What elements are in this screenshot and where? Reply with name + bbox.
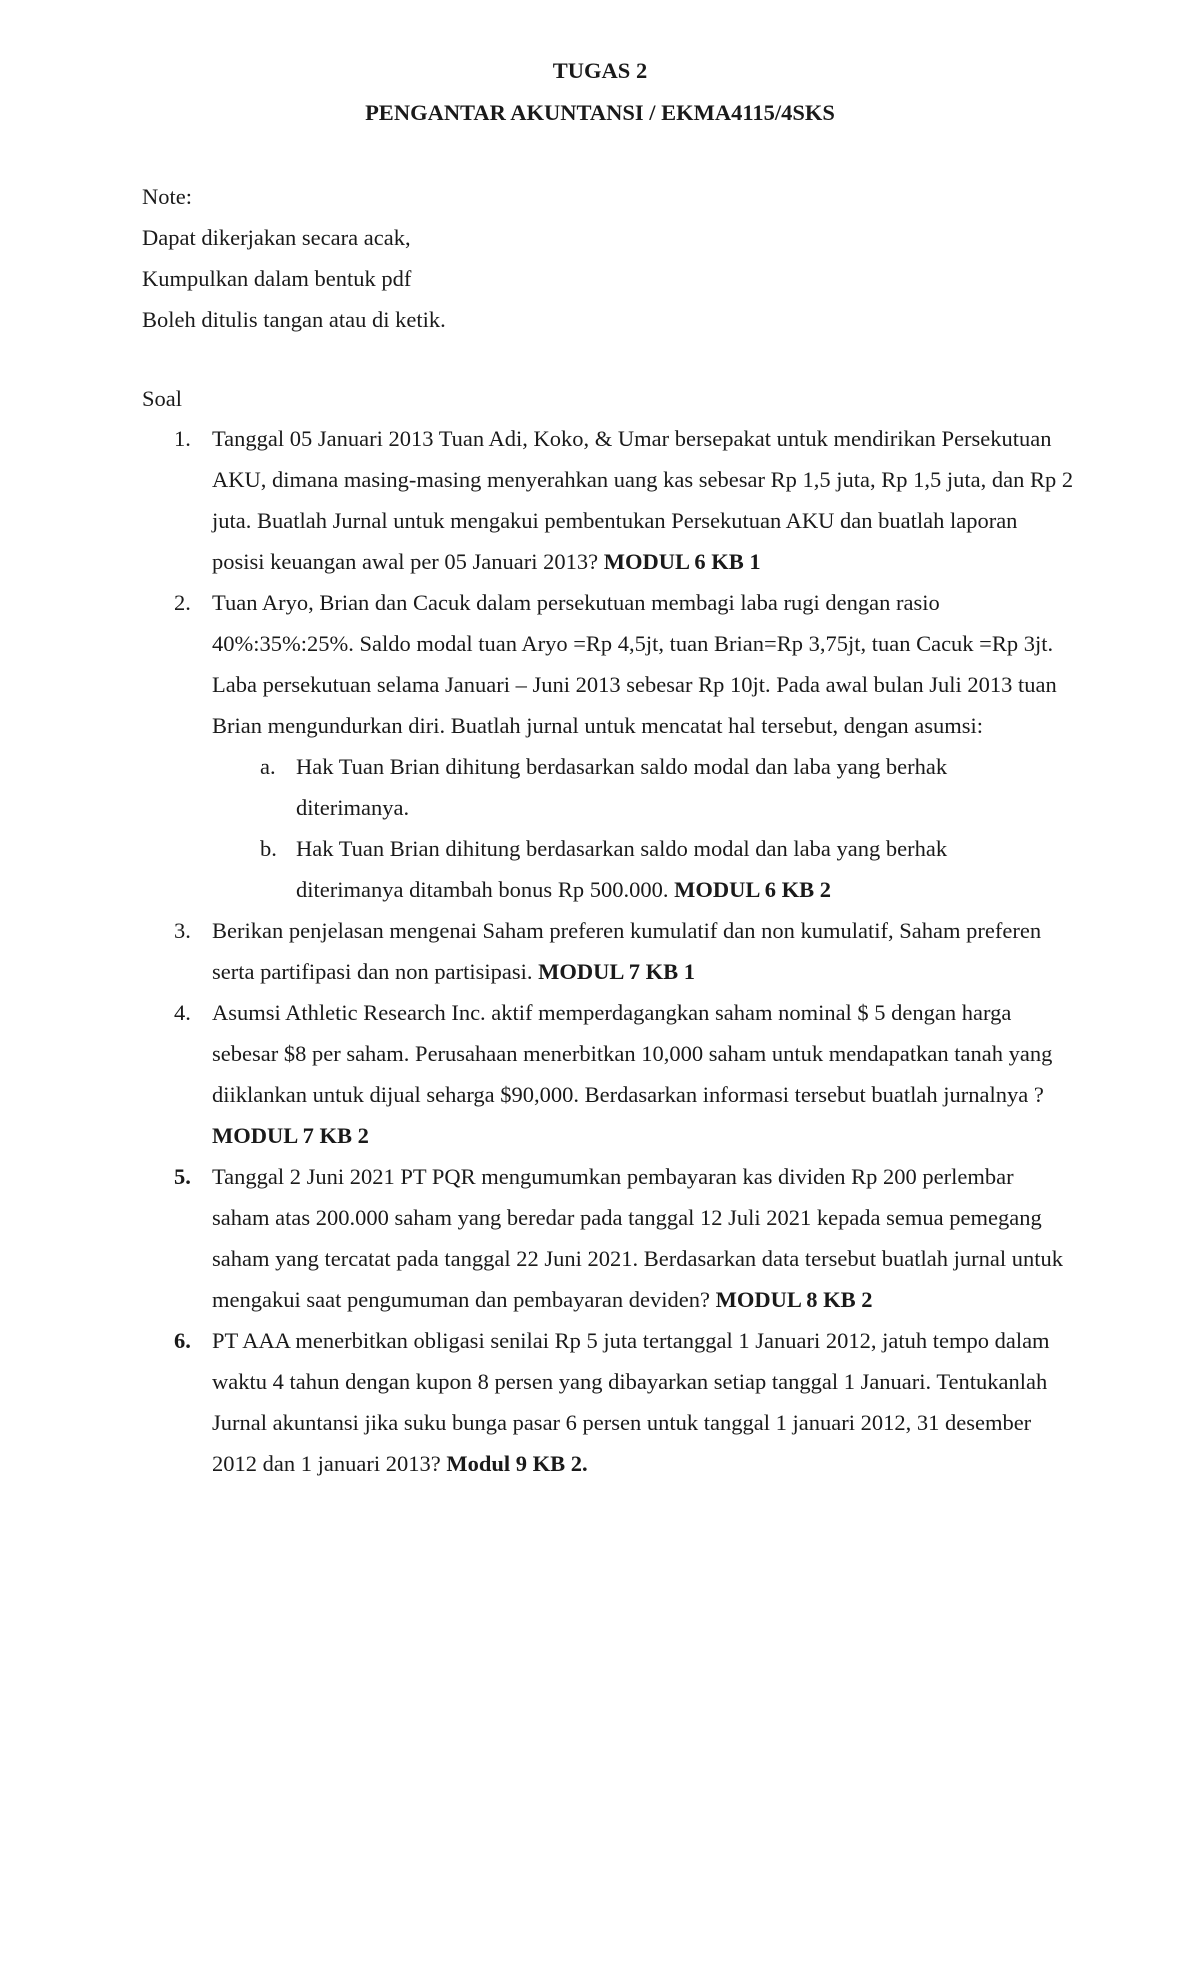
- question-item: [0, 1156, 1074, 1320]
- question-item: [0, 992, 1074, 1156]
- sub-question-text: Hak Tuan Brian dihitung berdasarkan saldo modal dan laba yang berhak diterimanya ditambah bonus Rp 500.000.: [296, 836, 948, 902]
- question-number: 4.: [174, 1000, 191, 1025]
- note-line: Dapat dikerjakan secara acak,: [142, 225, 411, 250]
- document-title: TUGAS 2: [552, 58, 648, 83]
- module-reference: MODUL 8 KB 2: [715, 1287, 873, 1312]
- module-reference: MODUL 6 KB 1: [603, 549, 761, 574]
- document-subtitle: PENGANTAR AKUNTANSI / EKMA4115/4SKS: [365, 100, 835, 125]
- sub-question-item: [212, 746, 996, 828]
- question-item: [0, 1320, 1074, 1484]
- question-number: 3.: [174, 918, 191, 943]
- question-text: Tanggal 05 Januari 2013 Tuan Adi, Koko, & Umar bersepakat untuk mendirikan Persekutuan AKU, dimana masing-masing menyerahkan uang kas sebesar Rp 1,5 juta, Rp 1,5 juta, dan Rp 2 juta. Buatlah Jurnal untuk mengakui pembentukan Persekutuan AKU dan buatlah laporan posisi keuangan awal per 05 Januari 2013? MODUL 6 KB 1: [212, 426, 1074, 574]
- question-text: Tanggal 2 Juni 2021 PT PQR mengumumkan pembayaran kas dividen Rp 200 perlembar saham atas 200.000 saham yang beredar pada tanggal 12 Juli 2021 kepada semua pemegang saham yang tercatat pada tanggal 22 Juni 2021. Berdasarkan data tersebut buatlah jurnal untuk mengakui saat pengumuman dan pembayaran deviden? MODUL 8 KB 2: [212, 1164, 1063, 1312]
- question-list: [0, 418, 1200, 1484]
- note-line: Kumpulkan dalam bentuk pdf: [142, 266, 412, 291]
- note-section: [142, 176, 1042, 340]
- question-item: [0, 418, 1074, 582]
- note-label: Note:: [142, 184, 192, 209]
- question-number: 5.: [174, 1164, 191, 1189]
- question-item: [0, 910, 1074, 992]
- sub-question-item: [212, 828, 996, 910]
- module-reference: Modul 9 KB 2.: [446, 1451, 588, 1476]
- question-number: 2.: [174, 590, 191, 615]
- question-number: 6.: [174, 1328, 191, 1353]
- question-text: Asumsi Athletic Research Inc. aktif memperdagangkan saham nominal $ 5 dengan harga sebesar $8 per saham. Perusahaan menerbitkan 10,000 saham untuk mendapatkan tanah yang diiklankan untuk dijual seharga $90,000. Berdasarkan informasi tersebut buatlah jurnalnya ? MODUL 7 KB 2: [212, 1000, 1053, 1148]
- question-text: Berikan penjelasan mengenai Saham preferen kumulatif dan non kumulatif, Saham preferen serta partifipasi dan non partisipasi. MODUL 7 KB 1: [212, 918, 1042, 984]
- question-text: PT AAA menerbitkan obligasi senilai Rp 5 juta tertanggal 1 Januari 2012, jatuh tempo dalam waktu 4 tahun dengan kupon 8 persen yang dibayarkan setiap tanggal 1 Januari. Tentukanlah Jurnal akuntansi jika suku bunga pasar 6 persen untuk tanggal 1 januari 2012, 31 desember 2012 dan 1 januari 2013? Modul 9 KB 2.: [212, 1328, 1050, 1476]
- question-item: [0, 582, 1074, 910]
- question-text: Tuan Aryo, Brian dan Cacuk dalam persekutuan membagi laba rugi dengan rasio 40%:35%:25%. Saldo modal tuan Aryo =Rp 4,5jt, tuan Brian=Rp 3,75jt, tuan Cacuk =Rp 3jt. Laba persekutuan selama Januari – Juni 2013 sebesar Rp 10jt. Pada awal bulan Juli 2013 tuan Brian mengundurkan diri. Buatlah jurnal untuk mencatat hal tersebut, dengan asumsi:: [212, 590, 1057, 738]
- note-line: Boleh ditulis tangan atau di ketik.: [142, 307, 446, 332]
- sub-question-letter: a.: [260, 754, 276, 779]
- sub-question-text: Hak Tuan Brian dihitung berdasarkan saldo modal dan laba yang berhak diterimanya.: [296, 754, 948, 820]
- module-reference: MODUL 6 KB 2: [674, 877, 831, 902]
- module-reference: MODUL 7 KB 2: [212, 1123, 369, 1148]
- soal-label: Soal: [142, 386, 183, 411]
- question-number: 1.: [174, 426, 191, 451]
- sub-question-list: [212, 746, 1074, 910]
- module-reference: MODUL 7 KB 1: [538, 959, 696, 984]
- sub-question-letter: b.: [260, 836, 277, 861]
